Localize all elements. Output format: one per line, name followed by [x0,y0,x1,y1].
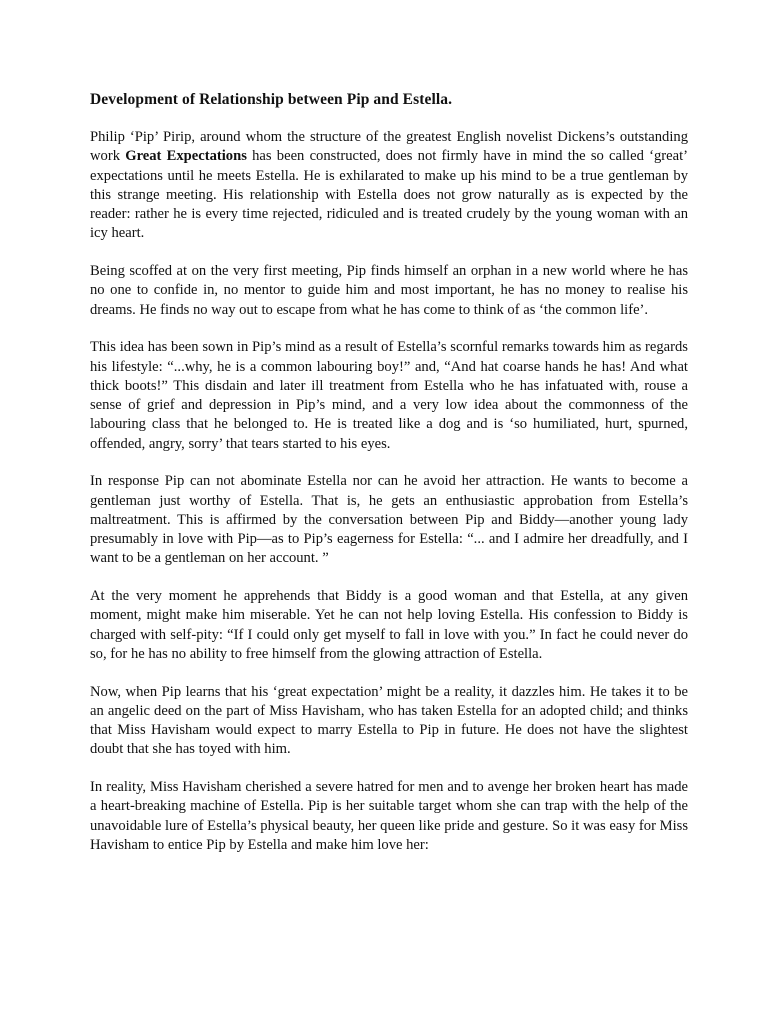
paragraph-1-text-end: has been constructed, does not firmly have in mind the so called ‘great’ expectations until he meets Estella. He is exhilarated to make up his mind to be a true gentleman by this strange meeting. His relationship with Estella does not grow naturally as is expected by the reader: rather he is every time rejected, ridiculed and is treated crudely by the young woman with an icy heart. [90,148,688,242]
document-title: Development of Relationship between Pip and Estella. [90,91,453,108]
paragraph-1-text-start: Philip ‘Pip’ Pirip, around whom the structure of the greatest English novelist Dickens’s outstanding work [90,129,688,165]
paragraph-2: Being scoffed at on the very first meeting, Pip finds himself an orphan in a new world where he has no one to confide in, no mentor to guide him and most important, he has no money to realise his dreams. He finds no way out to escape from what he has come to think of as ‘the common life’. [90,263,688,318]
paragraph-1 [90,128,688,244]
paragraph-5: At the very moment he apprehends that Biddy is a good woman and that Estella, at any given moment, might make him miserable. Yet he can not help loving Estella. His confession to Biddy is charged with self-pity: “If I could only get myself to fall in love with you.” In fact he could never do so, for he has no ability to free himself from the glowing attraction of Estella. [90,588,688,662]
paragraph-3: This idea has been sown in Pip’s mind as a result of Estella’s scornful remarks towards him as regards his lifestyle: “...why, he is a common labouring boy!” and, “And hat coarse hands he has! And what thick boots!” This disdain and later ill treatment from Estella who he has infatuated with, rouse a sense of grief and depression in Pip’s mind, and a very low idea about the commonness of the labouring class that he belonged to. He is treated like a dog and is ‘so humiliated, hurt, spurned, offended, angry, sorry’ that tears started to his eyes. [90,339,688,452]
document-page [90,90,688,874]
paragraph-7: In reality, Miss Havisham cherished a severe hatred for men and to avenge her broken heart has made a heart-breaking machine of Estella. Pip is her suitable target whom she can trap with the help of the unavoidable lure of Estella’s physical beauty, her queen like pride and gesture. So it was easy for Miss Havisham to entice Pip by Estella and make him love her: [90,779,688,853]
paragraph-4: In response Pip can not abominate Estella nor can he avoid her attraction. He wants to become a gentleman just worthy of Estella. That is, he gets an enthusiastic approbation from Estella’s maltreatment. This is affirmed by the conversation between Pip and Biddy—another young lady presumably in love with Pip—as to Pip’s eagerness for Estella: “... and I admire her dreadfully, and I want to be a gentleman on her account. ” [90,473,688,567]
paragraph-6: Now, when Pip learns that his ‘great expectation’ might be a reality, it dazzles him. He takes it to be an angelic deed on the part of Miss Havisham, who has taken Estella for an adopted child; and thinks that Miss Havisham would expect to marry Estella to Pip in future. He does not have the slightest doubt that she has toyed with him. [90,683,688,758]
novel-title: Great Expectations [125,148,247,165]
